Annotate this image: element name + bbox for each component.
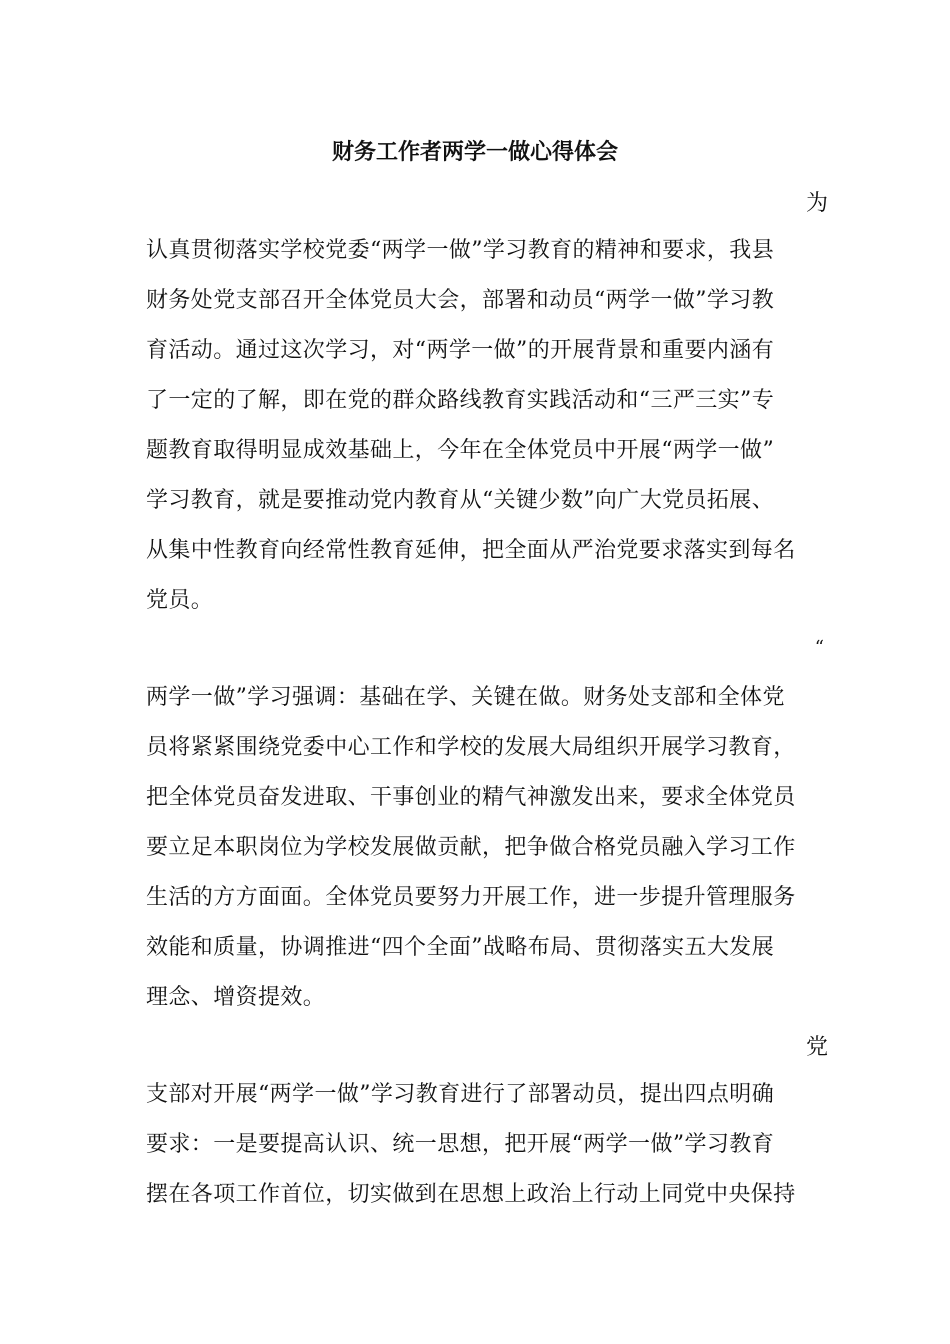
paragraph-3-line-3: 摆在各项工作首位，切实做到在思想上政治上行动上同党中央保持 bbox=[146, 1182, 796, 1207]
document-title: 财务工作者两学一做心得体会 bbox=[331, 139, 618, 165]
paragraph-2-line-4: 要立足本职岗位为学校发展做贡献，把争做合格党员融入学习工作 bbox=[146, 835, 796, 860]
paragraph-1-line-7: 从集中性教育向经常性教育延伸，把全面从严治党要求落实到每名 bbox=[146, 538, 796, 563]
paragraph-2-line-1: 两学一做”学习强调：基础在学、关键在做。财务处支部和全体党 bbox=[146, 685, 785, 710]
paragraph-1-line-4: 了一定的了解，即在党的群众路线教育实践活动和“三严三实”专 bbox=[146, 388, 775, 413]
paragraph-2-line-6: 效能和质量，协调推进“四个全面”战略布局、贯彻落实五大发展 bbox=[146, 935, 775, 960]
paragraph-2-line-7: 理念、增资提效。 bbox=[146, 985, 326, 1010]
paragraph-2-line-5: 生活的方方面面。全体党员要努力开展工作，进一步提升管理服务 bbox=[146, 885, 796, 910]
paragraph-3-line-2: 要求：一是要提高认识、统一思想，把开展“两学一做”学习教育 bbox=[146, 1132, 775, 1157]
paragraph-1-line-5: 题教育取得明显成效基础上，今年在全体党员中开展“两学一做” bbox=[146, 438, 775, 463]
paragraph-1-line-8: 党员。 bbox=[146, 588, 214, 613]
paragraph-1-lead: 为 bbox=[805, 191, 828, 216]
paragraph-1-line-6: 学习教育，就是要推动党内教育从“关键少数”向广大党员拓展、 bbox=[146, 488, 775, 513]
paragraph-2-lead: “ bbox=[814, 637, 824, 658]
paragraph-3-line-1: 支部对开展“两学一做”学习教育进行了部署动员，提出四点明确 bbox=[146, 1082, 775, 1107]
paragraph-1-line-1: 认真贯彻落实学校党委“两学一做”学习教育的精神和要求，我县 bbox=[146, 238, 775, 263]
paragraph-2-line-3: 把全体党员奋发进取、干事创业的精气神激发出来，要求全体党员 bbox=[146, 785, 796, 810]
paragraph-1-line-3: 育活动。通过这次学习，对“两学一做”的开展背景和重要内涵有 bbox=[146, 338, 775, 363]
paragraph-3-lead: 党 bbox=[805, 1035, 828, 1060]
paragraph-1-line-2: 财务处党支部召开全体党员大会，部署和动员“两学一做”学习教 bbox=[146, 288, 775, 313]
paragraph-2-line-2: 员将紧紧围绕党委中心工作和学校的发展大局组织开展学习教育， bbox=[146, 735, 796, 760]
